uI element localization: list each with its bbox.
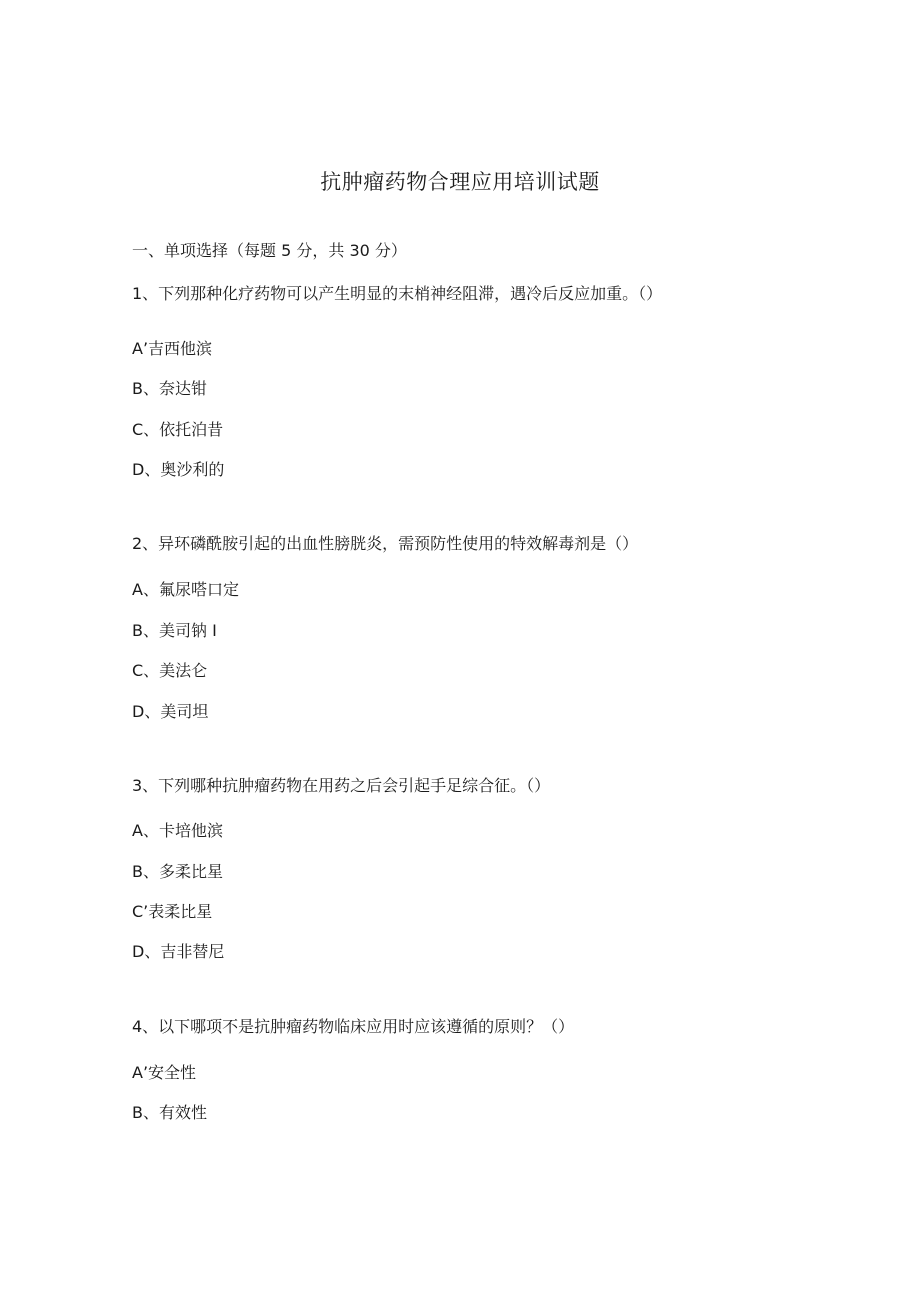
question-stem: 1、下列那种化疗药物可以产生明显的末梢神经阻滞，遇冷后反应加重。（）: [132, 284, 663, 303]
option-d: D、奥沙利的: [132, 460, 225, 479]
question-stem: 3、下列哪种抗肿瘤药物在用药之后会引起手足综合征。（）: [132, 776, 551, 795]
question-stem: 2、异环磷酰胺引起的出血性膀胱炎，需预防性使用的特效解毒剂是（）: [132, 534, 639, 553]
option-a: A’安全性: [132, 1063, 197, 1082]
option-d: D、美司坦: [132, 702, 209, 721]
option-a: A、卡培他滨: [132, 821, 223, 840]
option-a: A、氟尿嗒口定: [132, 580, 239, 599]
option-c: C、美法仑: [132, 661, 208, 680]
option-d: D、吉非替尼: [132, 942, 225, 961]
page-title: 抗肿瘤药物合理应用培训试题: [320, 170, 600, 194]
question-1: [132, 281, 663, 479]
section-heading: 一、单项选择（每题 5 分，共 30 分）: [132, 241, 407, 260]
question-stem: 4、以下哪项不是抗肿瘤药物临床应用时应该遵循的原则？（）: [132, 1017, 575, 1036]
question-4: [132, 1014, 575, 1122]
option-a: A’吉西他滨: [132, 339, 213, 358]
option-c: C、依托泊昔: [132, 420, 224, 439]
question-2: [132, 531, 639, 721]
option-b: B、奈达钳: [132, 379, 207, 398]
question-3: [132, 773, 551, 961]
option-c: C’表柔比星: [132, 902, 213, 921]
option-b: B、美司钠 I: [132, 621, 217, 640]
option-b: B、多柔比星: [132, 862, 223, 881]
option-b: B、有效性: [132, 1103, 207, 1122]
